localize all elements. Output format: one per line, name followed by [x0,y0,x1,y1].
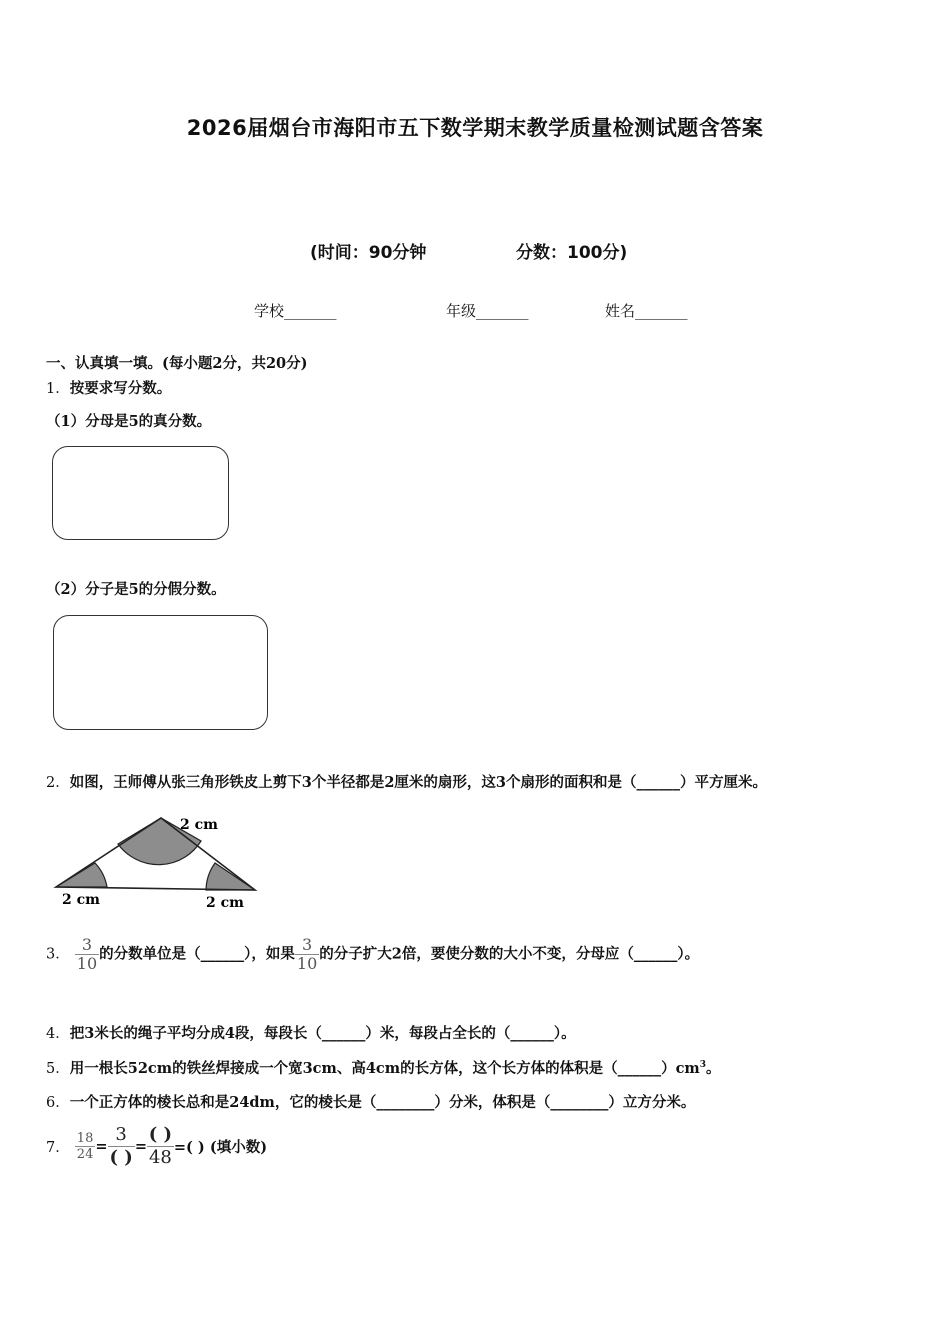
question-7 [46,1124,267,1169]
question-number: 4． [46,1026,70,1042]
question-text-b: 的分子扩大2倍，要使分数的大小不变，分母应（______）。 [319,945,700,963]
question-number: 3． [46,946,70,963]
decimal-answer-tail: =( ) (填小数) [173,1139,268,1156]
question-text: 按要求写分数。 [69,380,172,397]
question-1-part-2: （2）分子是5的分假分数。 [46,581,226,598]
question-number: 7． [46,1140,70,1156]
question-5 [46,1057,721,1078]
triangle-figure [50,810,260,915]
fraction-blank-48[interactable]: $\frac{( )}{48}$ [148,1124,173,1168]
label-top: 2 cm [180,817,218,833]
question-6 [46,1091,695,1112]
question-number: 6． [46,1095,70,1111]
question-text: 如图，王师傅从张三角形铁皮上剪下3个半径都是2厘米的扇形，这3个扇形的面积和是（______）平方厘米。 [69,774,767,791]
question-text: 一个正方体的棱长总和是24dm，它的棱长是（________）分米，体积是（________）立方分米。 [69,1094,696,1111]
name-field[interactable]: 姓名_______ [605,302,688,320]
question-1 [46,377,171,398]
question-text-a: 的分数单位是（______），如果 [99,945,295,963]
section-heading: 一、认真填一填。(每小题2分，共20分) [46,355,308,372]
equals-sign: = [95,1138,108,1155]
question-number: 2． [46,775,70,791]
label-right: 2 cm [206,895,244,911]
school-field[interactable]: 学校_______ [254,302,337,320]
question-text: 把3米长的绳子平均分成4段，每段长（______）米，每段占全长的（______）。 [69,1025,576,1042]
question-end: 。 [706,1060,721,1077]
question-number: 5． [46,1061,70,1077]
question-4 [46,1022,576,1043]
grade-field[interactable]: 年级_______ [446,302,529,320]
equals-sign: = [134,1138,147,1155]
page-title: 2026届烟台市海阳市五下数学期末教学质量检测试题含答案 [186,116,764,140]
fraction-3-blank[interactable]: $\frac{3}{( )}$ [109,1124,133,1168]
fraction-3-10-b: $\frac{3}{10}$ [296,935,318,973]
fraction-3-10: $\frac{3}{10}$ [76,935,98,973]
question-2 [46,771,767,792]
label-left: 2 cm [62,892,100,908]
superscript: 3 [699,1060,707,1071]
left-sector [56,863,107,887]
score-label: 分数：100分) [516,243,628,263]
question-text: 用一根长52cm的铁丝焊接成一个宽3cm、高4cm的长方体，这个长方体的体积是（______）cm [69,1060,700,1077]
question-3 [46,936,699,973]
right-sector [206,863,255,890]
question-number: 1． [46,381,70,397]
fraction-18-24: $\frac{18}{24}$ [76,1131,94,1162]
time-label: (时间：90分钟 [310,243,427,263]
question-1-part-1: （1）分母是5的真分数。 [46,413,212,430]
answer-box-2[interactable] [53,615,268,730]
answer-box-1[interactable] [52,446,229,540]
